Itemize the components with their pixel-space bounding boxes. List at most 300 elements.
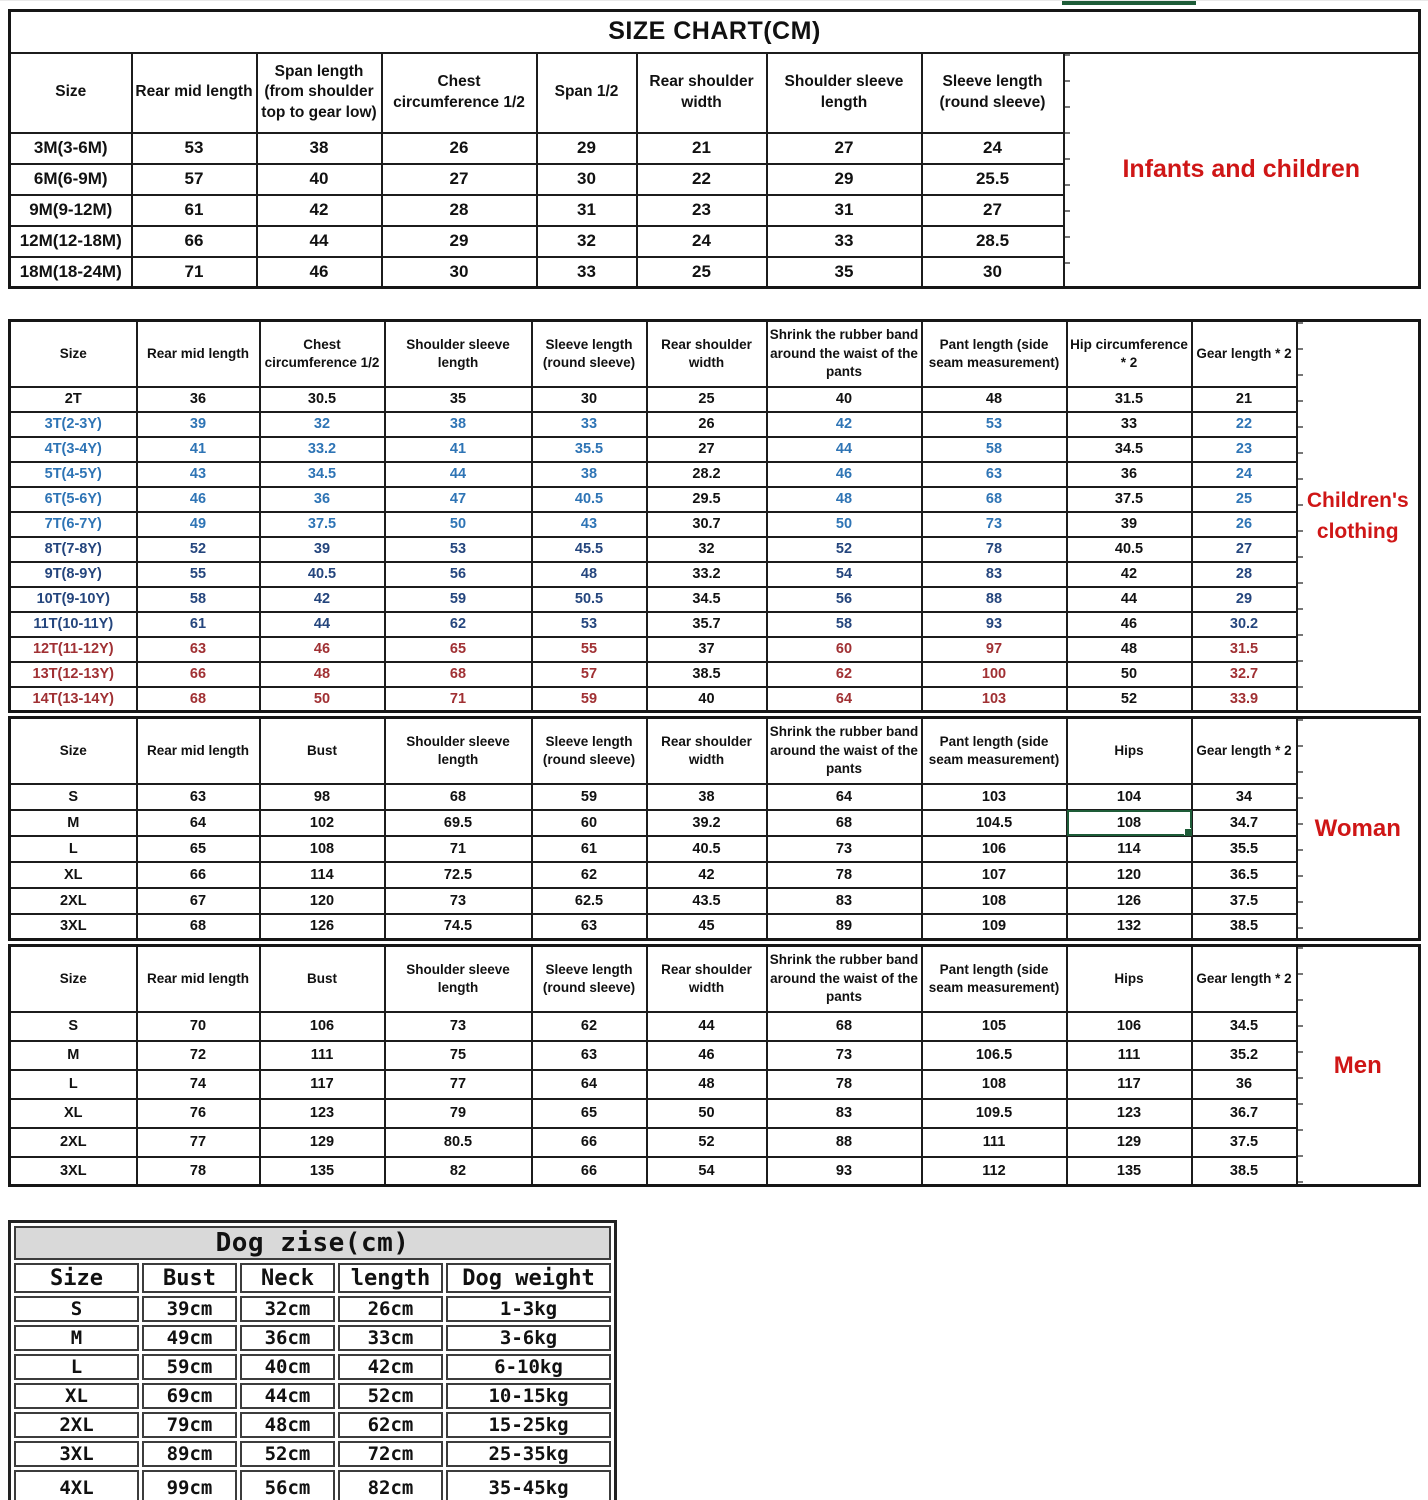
infants-section	[8, 9, 1428, 289]
value-cell: 74	[137, 1070, 260, 1099]
size-cell: 5T(4-5Y)	[10, 462, 137, 487]
value-cell: 33cm	[338, 1325, 443, 1351]
value-cell: 21	[637, 133, 767, 164]
value-cell: 62.5	[532, 888, 647, 914]
value-cell: 68	[137, 687, 260, 712]
men-section	[8, 944, 1428, 1187]
size-cell: 3M(3-6M)	[10, 133, 132, 164]
value-cell: 53	[132, 133, 257, 164]
value-cell: 82	[385, 1157, 532, 1186]
column-header: Shrink the rubber band around the waist of the pants	[767, 321, 922, 387]
value-cell: 120	[1067, 862, 1192, 888]
value-cell: 44	[257, 226, 382, 257]
value-cell: 47	[385, 487, 532, 512]
value-cell: 132	[1067, 914, 1192, 940]
column-header: Shoulder sleeve length	[767, 53, 922, 133]
size-cell: XL	[14, 1383, 139, 1409]
value-cell: 24	[922, 133, 1064, 164]
value-cell: 57	[532, 662, 647, 687]
value-cell: 66	[532, 1128, 647, 1157]
size-cell: 6T(5-6Y)	[10, 487, 137, 512]
value-cell: 38.5	[1192, 914, 1297, 940]
value-cell: 117	[1067, 1070, 1192, 1099]
column-header: Size	[10, 718, 137, 784]
value-cell: 34.7	[1192, 810, 1297, 836]
size-chart-title: SIZE CHART(CM)	[10, 11, 1420, 53]
value-cell: 32.7	[1192, 662, 1297, 687]
value-cell: 129	[1067, 1128, 1192, 1157]
value-cell: 15-25kg	[446, 1412, 611, 1438]
value-cell: 29	[382, 226, 537, 257]
value-cell: 6-10kg	[446, 1354, 611, 1380]
infants-table	[8, 9, 1421, 289]
value-cell: 48	[1067, 637, 1192, 662]
value-cell: 69cm	[142, 1383, 237, 1409]
column-header: Gear length * 2	[1192, 946, 1297, 1012]
column-header: Shrink the rubber band around the waist of the pants	[767, 718, 922, 784]
value-cell: 44	[1067, 587, 1192, 612]
value-cell: 73	[767, 1041, 922, 1070]
value-cell: 39	[260, 537, 385, 562]
value-cell: 33	[532, 412, 647, 437]
value-cell: 23	[1192, 437, 1297, 462]
value-cell: 35.5	[1192, 836, 1297, 862]
value-cell: 120	[260, 888, 385, 914]
value-cell: 27	[767, 133, 922, 164]
value-cell: 103	[922, 784, 1067, 810]
value-cell: 62	[532, 862, 647, 888]
column-header: Sleeve length (round sleeve)	[532, 946, 647, 1012]
value-cell: 50	[767, 512, 922, 537]
column-header: Hips	[1067, 718, 1192, 784]
column-header: Hips	[1067, 946, 1192, 1012]
column-header: Chest circumference 1/2	[382, 53, 537, 133]
size-cell: 2XL	[14, 1412, 139, 1438]
column-header: Bust	[260, 718, 385, 784]
value-cell: 37.5	[260, 512, 385, 537]
value-cell: 50	[1067, 662, 1192, 687]
column-header: Size	[10, 321, 137, 387]
column-header: Size	[14, 1263, 139, 1293]
value-cell: 41	[385, 437, 532, 462]
dog-section	[8, 1220, 1428, 1500]
value-cell: 28	[382, 195, 537, 226]
value-cell: 37.5	[1192, 888, 1297, 914]
value-cell: 52cm	[240, 1441, 335, 1467]
size-cell: 6M(6-9M)	[10, 164, 132, 195]
value-cell: 93	[767, 1157, 922, 1186]
value-cell: 135	[260, 1157, 385, 1186]
size-cell: L	[10, 1070, 137, 1099]
woman-label: Woman	[1297, 718, 1420, 940]
value-cell: 50	[260, 687, 385, 712]
value-cell: 80.5	[385, 1128, 532, 1157]
value-cell: 36	[260, 487, 385, 512]
value-cell: 39	[137, 412, 260, 437]
value-cell: 35	[385, 387, 532, 412]
column-header: Gear length * 2	[1192, 321, 1297, 387]
value-cell: 68	[385, 662, 532, 687]
value-cell: 10-15kg	[446, 1383, 611, 1409]
value-cell: 72	[137, 1041, 260, 1070]
value-cell: 48	[767, 487, 922, 512]
value-cell: 66	[137, 662, 260, 687]
value-cell: 46	[767, 462, 922, 487]
value-cell: 48	[922, 387, 1067, 412]
selection-column-marker	[1062, 1, 1196, 5]
value-cell: 43	[137, 462, 260, 487]
column-header: Rear mid length	[137, 946, 260, 1012]
value-cell: 55	[137, 562, 260, 587]
value-cell: 126	[260, 914, 385, 940]
value-cell: 108	[922, 1070, 1067, 1099]
value-cell: 78	[922, 537, 1067, 562]
size-cell: 9M(9-12M)	[10, 195, 132, 226]
size-cell: 4XL	[14, 1470, 139, 1500]
value-cell: 89cm	[142, 1441, 237, 1467]
value-cell: 63	[137, 637, 260, 662]
value-cell: 68	[137, 914, 260, 940]
value-cell: 71	[385, 687, 532, 712]
value-cell: 63	[532, 914, 647, 940]
value-cell: 38.5	[1192, 1157, 1297, 1186]
size-cell: XL	[10, 1099, 137, 1128]
value-cell: 36	[1067, 462, 1192, 487]
value-cell: 111	[260, 1041, 385, 1070]
column-header: Bust	[142, 1263, 237, 1293]
size-cell: 18M(18-24M)	[10, 257, 132, 288]
value-cell: 44	[385, 462, 532, 487]
value-cell: 41	[137, 437, 260, 462]
children-label: Children's clothing	[1297, 321, 1420, 712]
woman-table	[8, 716, 1421, 941]
value-cell: 45	[647, 914, 767, 940]
value-cell: 60	[532, 810, 647, 836]
value-cell: 45.5	[532, 537, 647, 562]
column-header: Rear shoulder width	[647, 718, 767, 784]
value-cell: 40.5	[1067, 537, 1192, 562]
column-header: Hip circumference * 2	[1067, 321, 1192, 387]
value-cell: 42	[260, 587, 385, 612]
value-cell: 30	[922, 257, 1064, 288]
value-cell: 56	[767, 587, 922, 612]
value-cell: 114	[1067, 836, 1192, 862]
value-cell: 29	[767, 164, 922, 195]
value-cell: 40	[767, 387, 922, 412]
value-cell: 69.5	[385, 810, 532, 836]
value-cell: 52	[767, 537, 922, 562]
value-cell: 56cm	[240, 1470, 335, 1500]
value-cell: 58	[767, 612, 922, 637]
value-cell: 35.2	[1192, 1041, 1297, 1070]
value-cell: 40.5	[647, 836, 767, 862]
value-cell: 22	[1192, 412, 1297, 437]
column-header: Sleeve length (round sleeve)	[922, 53, 1064, 133]
value-cell: 111	[922, 1128, 1067, 1157]
value-cell: 78	[767, 1070, 922, 1099]
value-cell: 27	[382, 164, 537, 195]
value-cell: 59	[532, 687, 647, 712]
value-cell: 38	[257, 133, 382, 164]
value-cell: 35.5	[532, 437, 647, 462]
value-cell: 111	[1067, 1041, 1192, 1070]
value-cell: 32	[537, 226, 637, 257]
column-header: Rear shoulder width	[647, 946, 767, 1012]
value-cell: 34.5	[1192, 1012, 1297, 1041]
value-cell: 39	[1067, 512, 1192, 537]
value-cell: 44	[647, 1012, 767, 1041]
selected-cell: 108	[1067, 810, 1192, 836]
value-cell: 68	[385, 784, 532, 810]
size-cell: 12M(12-18M)	[10, 226, 132, 257]
value-cell: 98	[260, 784, 385, 810]
value-cell: 38	[385, 412, 532, 437]
value-cell: 53	[532, 612, 647, 637]
value-cell: 37	[647, 637, 767, 662]
value-cell: 52	[137, 537, 260, 562]
value-cell: 38	[647, 784, 767, 810]
value-cell: 26	[382, 133, 537, 164]
value-cell: 42	[1067, 562, 1192, 587]
value-cell: 105	[922, 1012, 1067, 1041]
value-cell: 100	[922, 662, 1067, 687]
value-cell: 64	[767, 784, 922, 810]
value-cell: 42	[257, 195, 382, 226]
column-header: Dog weight	[446, 1263, 611, 1293]
value-cell: 48	[532, 562, 647, 587]
value-cell: 1-3kg	[446, 1296, 611, 1322]
value-cell: 63	[922, 462, 1067, 487]
size-cell: 11T(10-11Y)	[10, 612, 137, 637]
column-header: Sleeve length (round sleeve)	[532, 321, 647, 387]
column-header: Rear mid length	[137, 718, 260, 784]
value-cell: 23	[637, 195, 767, 226]
value-cell: 34.5	[1067, 437, 1192, 462]
value-cell: 30	[537, 164, 637, 195]
value-cell: 32	[260, 412, 385, 437]
value-cell: 36	[1192, 1070, 1297, 1099]
value-cell: 63	[532, 1041, 647, 1070]
column-header: Rear shoulder width	[637, 53, 767, 133]
value-cell: 68	[922, 487, 1067, 512]
column-header: Shoulder sleeve length	[385, 946, 532, 1012]
value-cell: 40	[257, 164, 382, 195]
value-cell: 26	[647, 412, 767, 437]
value-cell: 64	[532, 1070, 647, 1099]
value-cell: 31.5	[1067, 387, 1192, 412]
value-cell: 117	[260, 1070, 385, 1099]
value-cell: 112	[922, 1157, 1067, 1186]
size-cell: M	[14, 1325, 139, 1351]
value-cell: 48	[260, 662, 385, 687]
value-cell: 46	[647, 1041, 767, 1070]
size-cell: 7T(6-7Y)	[10, 512, 137, 537]
value-cell: 34.5	[260, 462, 385, 487]
value-cell: 25	[637, 257, 767, 288]
value-cell: 50.5	[532, 587, 647, 612]
column-header: Sleeve length (round sleeve)	[532, 718, 647, 784]
value-cell: 27	[647, 437, 767, 462]
value-cell: 3-6kg	[446, 1325, 611, 1351]
value-cell: 63	[137, 784, 260, 810]
value-cell: 26cm	[338, 1296, 443, 1322]
value-cell: 55	[532, 637, 647, 662]
woman-section	[8, 716, 1428, 941]
column-header: Bust	[260, 946, 385, 1012]
size-cell: 4T(3-4Y)	[10, 437, 137, 462]
value-cell: 24	[637, 226, 767, 257]
value-cell: 43.5	[647, 888, 767, 914]
value-cell: 61	[132, 195, 257, 226]
value-cell: 62	[385, 612, 532, 637]
value-cell: 44	[260, 612, 385, 637]
value-cell: 71	[132, 257, 257, 288]
size-cell: 8T(7-8Y)	[10, 537, 137, 562]
value-cell: 43	[532, 512, 647, 537]
value-cell: 36.7	[1192, 1099, 1297, 1128]
value-cell: 39cm	[142, 1296, 237, 1322]
size-cell: 2T	[10, 387, 137, 412]
size-cell: 2XL	[10, 888, 137, 914]
value-cell: 36cm	[240, 1325, 335, 1351]
value-cell: 39.2	[647, 810, 767, 836]
value-cell: 129	[260, 1128, 385, 1157]
column-header: Rear mid length	[137, 321, 260, 387]
value-cell: 68	[767, 1012, 922, 1041]
value-cell: 30	[382, 257, 537, 288]
value-cell: 28.5	[922, 226, 1064, 257]
infants-label: Infants and children	[1064, 53, 1420, 288]
value-cell: 44cm	[240, 1383, 335, 1409]
value-cell: 35.7	[647, 612, 767, 637]
value-cell: 89	[767, 914, 922, 940]
value-cell: 42cm	[338, 1354, 443, 1380]
value-cell: 73	[385, 888, 532, 914]
value-cell: 78	[137, 1157, 260, 1186]
value-cell: 58	[137, 587, 260, 612]
value-cell: 135	[1067, 1157, 1192, 1186]
value-cell: 97	[922, 637, 1067, 662]
value-cell: 27	[1192, 537, 1297, 562]
value-cell: 46	[137, 487, 260, 512]
size-cell: 3T(2-3Y)	[10, 412, 137, 437]
value-cell: 106	[922, 836, 1067, 862]
value-cell: 109	[922, 914, 1067, 940]
value-cell: 33.9	[1192, 687, 1297, 712]
value-cell: 123	[1067, 1099, 1192, 1128]
value-cell: 78	[767, 862, 922, 888]
value-cell: 64	[137, 810, 260, 836]
value-cell: 35	[767, 257, 922, 288]
value-cell: 36	[137, 387, 260, 412]
value-cell: 30.5	[260, 387, 385, 412]
column-header: Shoulder sleeve length	[385, 321, 532, 387]
value-cell: 76	[137, 1099, 260, 1128]
value-cell: 40	[647, 687, 767, 712]
column-header: Neck	[240, 1263, 335, 1293]
value-cell: 37.5	[1192, 1128, 1297, 1157]
children-section	[8, 319, 1428, 713]
column-header: Gear length * 2	[1192, 718, 1297, 784]
dog-size-table	[8, 1220, 617, 1500]
column-header: Pant length (side seam measurement)	[922, 946, 1067, 1012]
size-cell: 3XL	[10, 1157, 137, 1186]
value-cell: 25-35kg	[446, 1441, 611, 1467]
value-cell: 33	[537, 257, 637, 288]
value-cell: 49cm	[142, 1325, 237, 1351]
value-cell: 29.5	[647, 487, 767, 512]
value-cell: 53	[922, 412, 1067, 437]
value-cell: 25	[1192, 487, 1297, 512]
column-header: Rear shoulder width	[647, 321, 767, 387]
column-header: Shrink the rubber band around the waist of the pants	[767, 946, 922, 1012]
value-cell: 33	[767, 226, 922, 257]
value-cell: 58	[922, 437, 1067, 462]
value-cell: 46	[260, 637, 385, 662]
value-cell: 72.5	[385, 862, 532, 888]
value-cell: 59	[532, 784, 647, 810]
value-cell: 70	[137, 1012, 260, 1041]
size-cell: 2XL	[10, 1128, 137, 1157]
value-cell: 52	[647, 1128, 767, 1157]
men-table	[8, 944, 1421, 1187]
value-cell: 24	[1192, 462, 1297, 487]
value-cell: 88	[922, 587, 1067, 612]
value-cell: 52cm	[338, 1383, 443, 1409]
value-cell: 59cm	[142, 1354, 237, 1380]
value-cell: 33	[1067, 412, 1192, 437]
value-cell: 54	[647, 1157, 767, 1186]
value-cell: 79cm	[142, 1412, 237, 1438]
value-cell: 25.5	[922, 164, 1064, 195]
column-header: Pant length (side seam measurement)	[922, 321, 1067, 387]
size-cell: S	[14, 1296, 139, 1322]
value-cell: 68	[767, 810, 922, 836]
value-cell: 71	[385, 836, 532, 862]
column-header: Pant length (side seam measurement)	[922, 718, 1067, 784]
value-cell: 65	[137, 836, 260, 862]
size-cell: 13T(12-13Y)	[10, 662, 137, 687]
value-cell: 88	[767, 1128, 922, 1157]
value-cell: 28.2	[647, 462, 767, 487]
column-header: Size	[10, 53, 132, 133]
column-header: length	[338, 1263, 443, 1293]
value-cell: 83	[767, 888, 922, 914]
size-cell: 14T(13-14Y)	[10, 687, 137, 712]
value-cell: 83	[922, 562, 1067, 587]
value-cell: 32	[647, 537, 767, 562]
size-cell: 12T(11-12Y)	[10, 637, 137, 662]
size-cell: XL	[10, 862, 137, 888]
size-cell: S	[10, 1012, 137, 1041]
value-cell: 42	[647, 862, 767, 888]
value-cell: 104.5	[922, 810, 1067, 836]
size-cell: 3XL	[14, 1441, 139, 1467]
value-cell: 67	[137, 888, 260, 914]
value-cell: 33.2	[260, 437, 385, 462]
value-cell: 31.5	[1192, 637, 1297, 662]
value-cell: 62cm	[338, 1412, 443, 1438]
value-cell: 73	[922, 512, 1067, 537]
size-cell: L	[14, 1354, 139, 1380]
value-cell: 108	[922, 888, 1067, 914]
value-cell: 37.5	[1067, 487, 1192, 512]
value-cell: 30	[532, 387, 647, 412]
value-cell: 27	[922, 195, 1064, 226]
value-cell: 60	[767, 637, 922, 662]
value-cell: 56	[385, 562, 532, 587]
value-cell: 107	[922, 862, 1067, 888]
